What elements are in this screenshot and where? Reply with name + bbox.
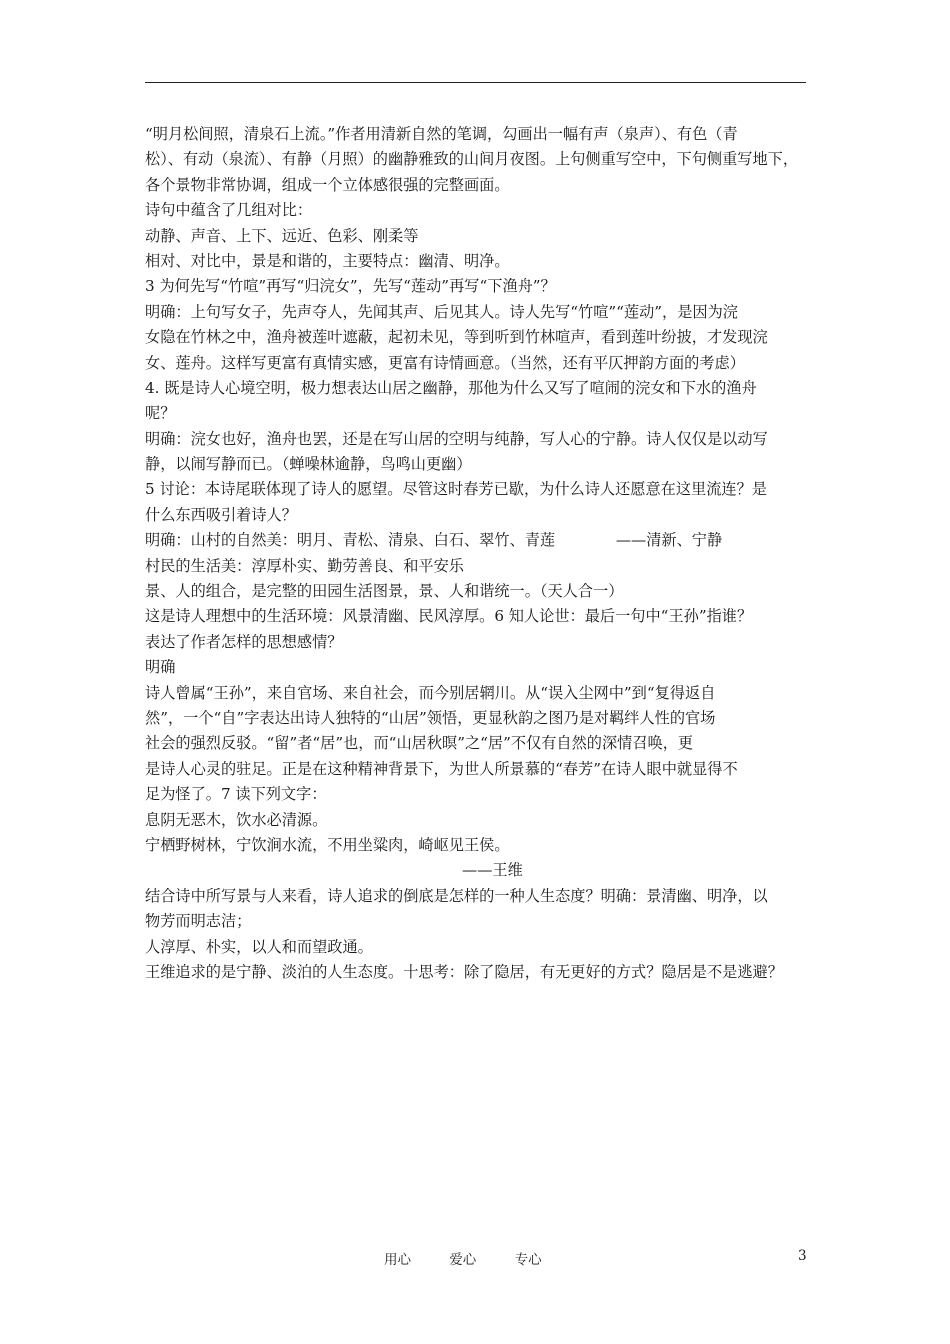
footer-motto	[384, 1248, 576, 1268]
footer-motto-word: 用心	[384, 1252, 411, 1268]
question-3: 3 为何先写“竹喧”再写“归浣女”，先写“莲动”再写“下渔舟”？	[145, 277, 556, 296]
text-line: 足为怪了。7 读下列文字：	[145, 785, 327, 804]
text-line: 村民的生活美：淳厚朴实、勤劳善良、和平安乐	[145, 556, 464, 575]
poem-attribution: ——王维	[462, 861, 523, 880]
text-line: 是诗人心灵的驻足。正是在这种精神背景下，为世人所景慕的“春芳”在诗人眼中就显得不	[145, 759, 738, 778]
text-line: 表达了作者怎样的思想感情？	[145, 632, 343, 651]
question-4: 4. 既是诗人心境空明，极力想表达山居之幽静，那他为什么又写了喧闹的浣女和下水的渔舟	[145, 378, 757, 397]
text-line: 相对、对比中，景是和谐的，主要特点：幽清、明净。	[145, 251, 510, 270]
text-line: 王维追求的是宁静、淡泊的人生态度。十思考：除了隐居，有无更好的方式？隐居是不是逃避？	[145, 962, 783, 981]
footer-motto-word: 爱心	[449, 1252, 477, 1268]
page-number: 3	[798, 1248, 807, 1264]
text-line: 景、人的组合，是完整的田园生活图景，景、人和谐统一。（天人合一）	[145, 582, 624, 601]
question-5: 5 讨论：本诗尾联体现了诗人的愿望。尽管这时春芳已歇，为什么诗人还愿意在这里流连？是	[145, 480, 767, 499]
header-rule	[145, 82, 806, 83]
text-line: 各个景物非常协调，组成一个立体感很强的完整画面。	[145, 175, 510, 194]
text-line: 社会的强烈反驳。“留”者“居”也，而“山居秋暝”之“居”不仅有自然的深情召唤，更	[145, 734, 694, 753]
text-line: 呢？	[145, 404, 176, 423]
footer-motto-word: 专心	[514, 1252, 542, 1268]
text-line: 明确：浣女也好，渔舟也罢，还是在写山居的空明与纯静，写人心的宁静。诗人仅仅是以动写	[145, 429, 768, 448]
text-line: 明确：上句写女子，先声夺人，先闻其声、后见其人。诗人先写“竹喧”“莲动”，是因为浣	[145, 302, 738, 321]
text-line: 女隐在竹林之中，渔舟被莲叶遮蔽，起初未见，等到听到竹林喧声，看到莲叶纷披，才发现浣	[145, 328, 768, 347]
text-line: 松）、有动（泉流）、有静（月照）的幽静雅致的山间月夜图。上句侧重写空中，下句侧重写地下，	[145, 150, 799, 169]
text-line: 诗句中蕴含了几组对比：	[145, 201, 313, 220]
poem-line: 息阴无恶木，饮水必清源。	[145, 810, 328, 829]
text-line: 明确：山村的自然美：明月、青松、清泉、白石、翠竹、青莲 ——清新、宁静	[145, 531, 723, 550]
text-line: 然”，一个“自”字表达出诗人独特的“山居”领悟，更显秋韵之图乃是对羁绊人性的官场	[145, 708, 716, 727]
text-line: 结合诗中所写景与人来看，诗人追求的倒底是怎样的一种人生态度？明确：景清幽、明净，以	[145, 886, 768, 905]
text-line: 什么东西吸引着诗人？	[145, 505, 297, 524]
text-line: 物芳而明志洁；	[145, 912, 252, 931]
text-line: 明确	[145, 658, 176, 677]
text-line: “明月松间照，清泉石上流。”作者用清新自然的笔调，勾画出一幅有声（泉声）、有色（青	[145, 125, 738, 143]
text-line: 女、莲舟。这样写更富有真情实感，更富有诗情画意。（当然，还有平仄押韵方面的考虑）	[145, 353, 745, 372]
text-line: 这是诗人理想中的生活环境：风景清幽、民风淳厚。6 知人论世：最后一句中“王孙”指谁？	[145, 607, 753, 626]
text-line: 静，以闹写静而已。（蝉噪林逾静，鸟鸣山更幽）	[145, 455, 472, 474]
text-line: 诗人曾属“王孙”，来自官场、来自社会，而今别居辋川。从“误入尘网中”到“复得返自	[145, 683, 716, 702]
text-line: 动静、声音、上下、远近、色彩、刚柔等	[145, 226, 419, 245]
poem-line: 宁栖野树林，宁饮涧水流，不用坐粱肉，崎岖见王侯。	[145, 835, 510, 854]
document-body	[145, 122, 817, 985]
text-line: 人淳厚、朴实，以人和而望政通。	[145, 937, 373, 956]
